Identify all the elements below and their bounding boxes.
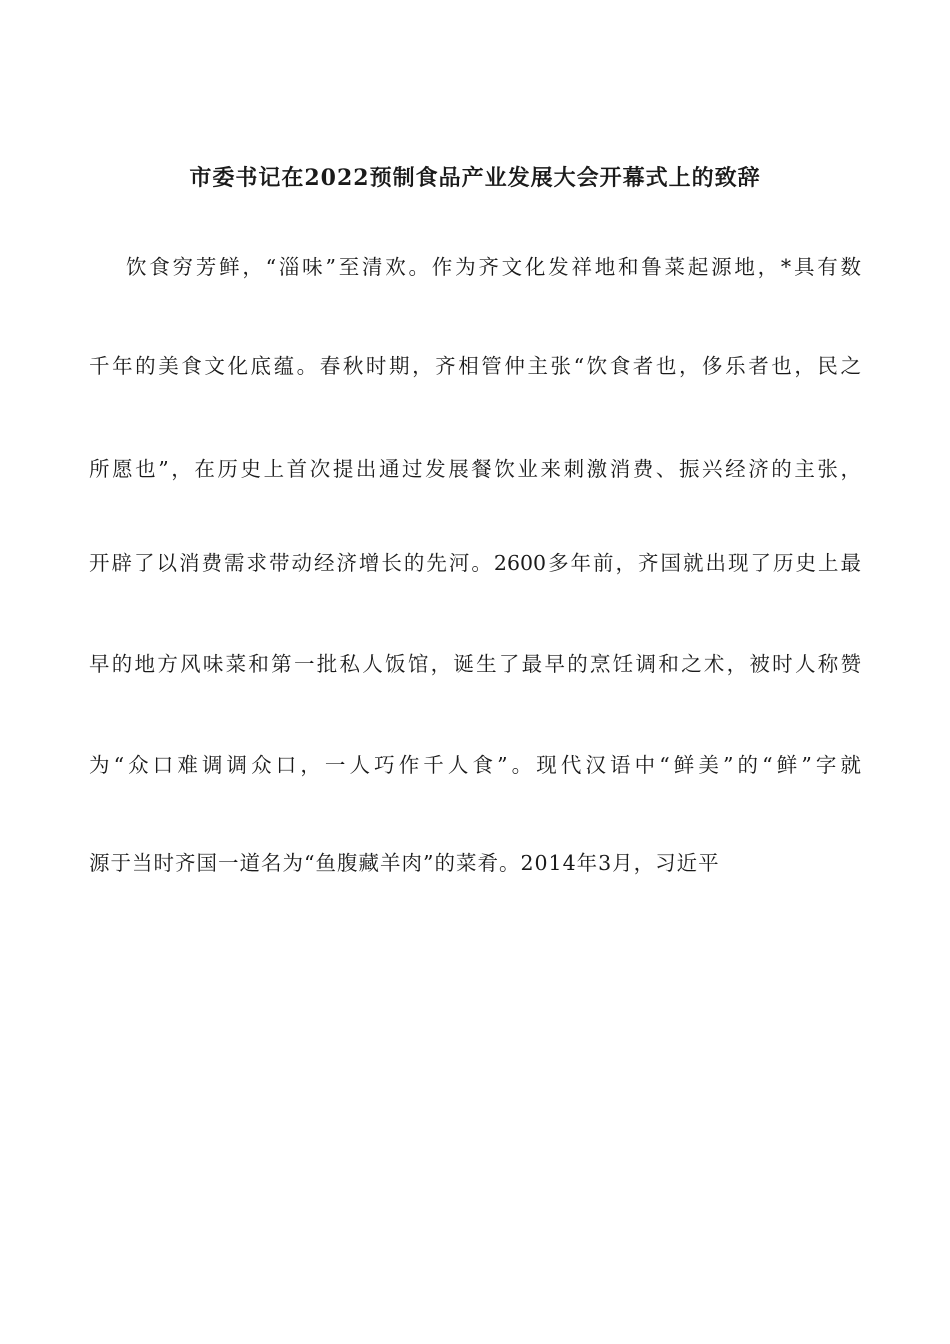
document-title: 市委书记在2022预制食品产业发展大会开幕式上的致辞 (189, 165, 761, 191)
paragraph-line-2: 千年的美食文化底蕴。春秋时期，齐相管仲主张“饮食者也，侈乐者也，民之 (89, 354, 861, 378)
paragraph-line-5: 早的地方风味菜和第一批私人饭馆，诞生了最早的烹饪调和之术，被时人称赞 (89, 652, 861, 676)
paragraph-line-7: 源于当时齐国一道名为“鱼腹藏羊肉”的菜肴。2014年3月，习近平 (89, 851, 720, 875)
paragraph-line-1: 饮食穷芳鲜，“淄味”至清欢。作为齐文化发祥地和鲁菜起源地，*具有数 (126, 255, 861, 279)
paragraph-line-3: 所愿也”，在历史上首次提出通过发展餐饮业来刺激消费、振兴经济的主张， (89, 457, 861, 481)
paragraph-line-6: 为“众口难调调众口，一人巧作千人食”。现代汉语中“鲜美”的“鲜”字就 (89, 753, 861, 777)
paragraph-line-4: 开辟了以消费需求带动经济增长的先河。2600多年前，齐国就出现了历史上最 (89, 551, 861, 575)
